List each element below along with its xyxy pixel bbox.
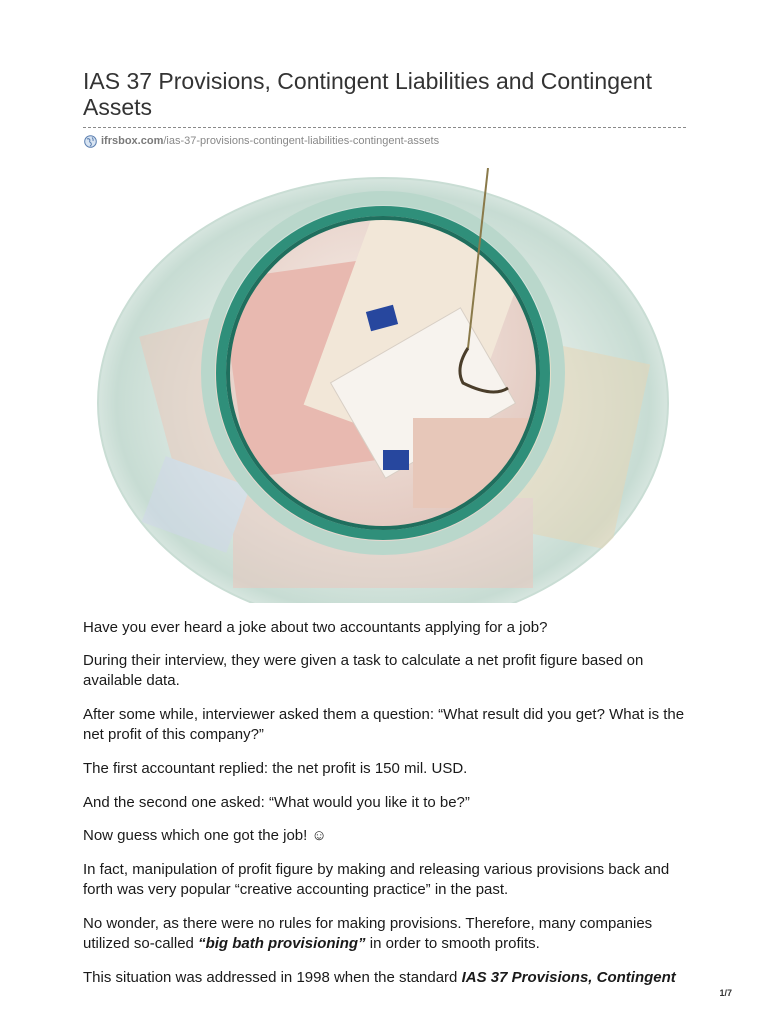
hero-image-jar-with-money: [83, 168, 685, 603]
paragraph-guess: Now guess which one got the job! ☺: [83, 827, 327, 844]
globe-icon: [84, 135, 97, 148]
source-path: /ias-37-provisions-contingent-liabilities-contingent-assets: [163, 135, 440, 147]
page-number: 1/7: [719, 988, 732, 998]
big-bath-emphasis: “big bath provisioning”: [198, 935, 366, 952]
paragraph-manipulation: In fact, manipulation of profit figure by making and releasing various provisions back and forth was very popular “creative accounting practice” in the past.: [83, 861, 670, 898]
ias37-emphasis: IAS 37 Provisions, Contingent: [461, 969, 676, 986]
paragraph-second-answer: And the second one asked: “What would you like it to be?”: [83, 794, 470, 811]
source-domain: ifrsbox.com: [101, 135, 164, 147]
paragraph-no-rules: [83, 914, 693, 954]
source-link[interactable]: [84, 134, 439, 148]
title-divider: [83, 127, 686, 128]
paragraph-ias37-1998: [83, 968, 693, 988]
paragraph-joke-intro: Have you ever heard a joke about two accountants applying for a job?: [83, 619, 548, 636]
page-title: IAS 37 Provisions, Contingent Liabilities and Contingent Assets: [83, 68, 652, 120]
paragraph-first-answer: The first accountant replied: the net profit is 150 mil. USD.: [83, 760, 468, 777]
paragraph-question: After some while, interviewer asked them a question: “What result did you get? What is the net profit of this company?”: [83, 706, 685, 743]
paragraph-ias37-text: This situation was addressed in 1998 when the standard: [83, 969, 462, 986]
paragraph-no-rules-text: No wonder, as there were no rules for making provisions. Therefore, many companies utilized so-called: [83, 915, 653, 952]
paragraph-interview-task: During their interview, they were given a task to calculate a net profit figure based on available data.: [83, 652, 644, 689]
paragraph-no-rules-end: in order to smooth profits.: [365, 935, 540, 952]
